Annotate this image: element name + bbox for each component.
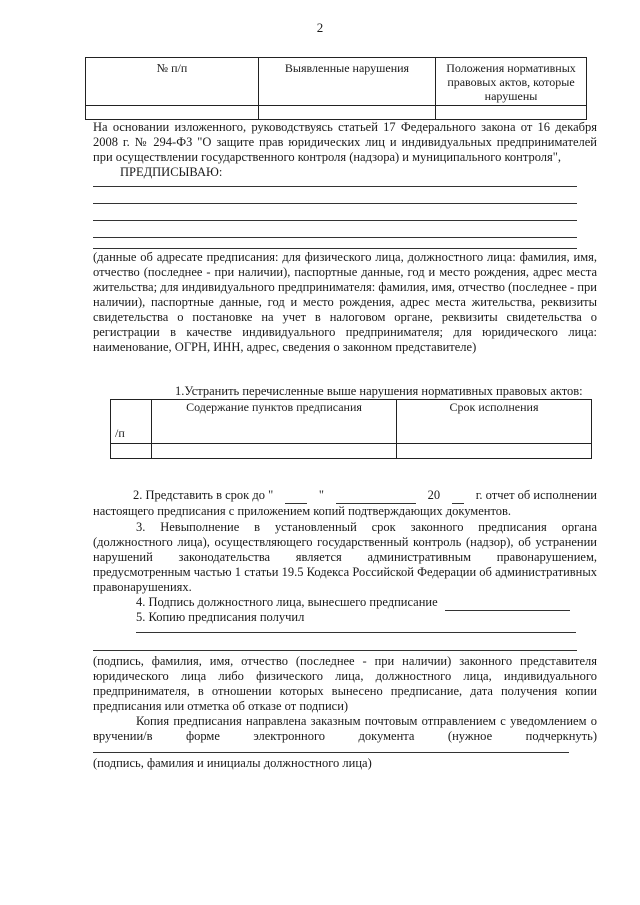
official-note: (подпись, фамилия и инициалы должностного лица) (93, 756, 372, 770)
prescription-col-num (111, 400, 152, 444)
empty-cell[interactable] (397, 444, 592, 459)
prescribe-heading: ПРЕДПИСЫВАЮ: (120, 165, 223, 179)
empty-cell[interactable] (259, 106, 436, 120)
empty-cell[interactable] (111, 444, 152, 459)
fill-line[interactable] (93, 186, 577, 187)
violations-col-num: № п/п (86, 58, 259, 106)
basis-paragraph: На основании изложенного, руководствуясь статьей 17 Федерального закона от 16 декабря 2008 г. № 294-ФЗ "О защите прав юридических лиц и индивидуальных предпринимателей при осуществлении государственного контроля (надзора) и муниципального контроля", (93, 120, 597, 164)
addressee-note: (данные об адресате предписания: для физического лица, должностного лица: фамилия, имя, отчество (последнее - при наличии), паспортные данные, год и место рождения, адрес места жительства; для индивидуального предпринимателя: фамилия, имя, отчество (последнее - при наличии), паспортные данные, год и место рождения, адрес места жительства, реквизиты свидетельства о постановке на учет в налоговом органе, реквизиты свидетельства о регистрации в качестве индивидуального предпринимателя; для юридического лица: наименование, ОГРН, ИНН, адрес, сведения о законном представителе) (93, 250, 597, 354)
item-3: 3. Невыполнение в установленный срок законного предписания органа (должностного лица), осуществляющего государственный контроль (надзор), об устранении нарушений законодательства является административным правонарушением, предусмотренным частью 1 статьи 19.5 Кодекса Российской Федерации об административных правонарушениях. (93, 520, 597, 594)
mail-note: Копия предписания направлена заказным почтовым отправлением с уведомлением о вручении/в форме электронного документа (нужное подчеркнуть) (93, 714, 597, 743)
official-signature-field[interactable] (445, 595, 570, 611)
table-row (111, 444, 592, 459)
violations-col-violations: Выявленные нарушения (259, 58, 436, 106)
fill-line[interactable] (93, 650, 577, 651)
item-2-text-c: 20 (427, 488, 441, 502)
empty-cell[interactable] (152, 444, 397, 459)
violations-table (85, 57, 587, 120)
fill-line[interactable] (93, 752, 569, 753)
item-4-text: 4. Подпись должностного лица, вынесшего предписание (136, 595, 438, 609)
item-1: 1.Устранить перечисленные выше нарушения нормативных правовых актов: (175, 384, 583, 398)
prescription-col-deadline: Срок исполнения (397, 400, 592, 444)
year-field[interactable] (452, 488, 464, 504)
day-field[interactable] (285, 488, 307, 504)
table-row (86, 106, 587, 120)
item-5: 5. Копию предписания получил (136, 610, 305, 624)
month-field[interactable] (336, 488, 416, 504)
fill-line[interactable] (93, 237, 577, 238)
item-2-text-d: г. отчет об исполнении (475, 488, 597, 502)
fill-line[interactable] (93, 220, 577, 221)
violations-col-provisions: Положения нормативных правовых актов, которые нарушены (436, 58, 587, 106)
item-4 (136, 595, 570, 611)
item-2-text-b: " (318, 488, 324, 502)
prescription-table (110, 399, 592, 459)
item-2-text-a: 2. Представить в срок до " (133, 488, 274, 502)
page-number: 2 (316, 20, 324, 35)
fill-line[interactable] (93, 203, 577, 204)
item-2 (93, 488, 597, 519)
prescription-col-content: Содержание пунктов предписания (152, 400, 397, 444)
prescription-col-num-label: /п (115, 426, 125, 440)
item-2-text-e: настоящего предписания с приложением копий подтверждающих документов. (93, 504, 512, 518)
recipient-note: (подпись, фамилия, имя, отчество (последнее - при наличии) законного представителя юридического лица либо физического лица, должностного лица, индивидуального предпринимателя, в отношении которых вынесено предписание, дата получения копии предписания или отметка об отказе от подписи) (93, 654, 597, 713)
fill-line[interactable] (136, 632, 576, 633)
fill-line[interactable] (93, 248, 577, 249)
empty-cell[interactable] (86, 106, 259, 120)
empty-cell[interactable] (436, 106, 587, 120)
